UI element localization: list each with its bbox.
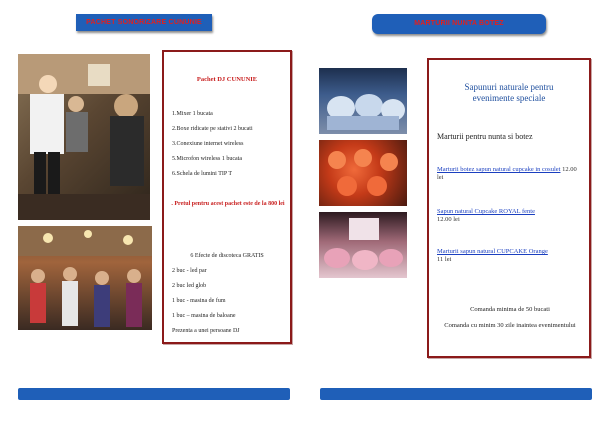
- dj-package-heading: Pachet DJ CUNUNIE: [196, 76, 258, 83]
- product-cupcake-orange-link[interactable]: Marturii sapun natural CUPCAKE Orange: [437, 248, 548, 255]
- product-royal-fente-price: 12.00 lei: [437, 216, 460, 223]
- right-page: [302, 0, 600, 424]
- soap-box-heading: Sapunuri naturale pentru evenimente speciale: [464, 82, 554, 103]
- effect-item-4: 1 buc – masina de baloane: [172, 313, 236, 319]
- dj-item-3: 3.Conexiune internet wireless: [172, 141, 244, 147]
- effect-item-2: 2 buc led glob: [172, 283, 207, 289]
- product-cupcake-basket-link[interactable]: Marturii botez sapun natural cupcake in cosulet: [437, 166, 561, 173]
- product-cupcake-basket-price: 12.00 lei: [437, 166, 577, 181]
- pink-cupcake-soap-photo: [319, 212, 407, 278]
- left-page: [0, 0, 298, 424]
- order-lead-time: Comanda cu minim 30 zile inaintea evenimentului: [444, 322, 576, 329]
- dj-package-price: . Pretul pentru acest pachet este de la 800 lei: [171, 201, 285, 207]
- dj-item-2: 2.Boxe ridicate pe stativi 2 bucati: [172, 126, 253, 132]
- dj-package-box: [162, 50, 292, 344]
- left-page-title: PACHET SONORIZARE CUNUNIE: [76, 14, 212, 31]
- minimum-order: Comanda minima de 50 bucati: [470, 306, 550, 313]
- effect-item-3: 1 buc - masina de fum: [172, 298, 226, 304]
- dj-item-1: 1.Mixer 1 bucata: [172, 111, 213, 117]
- left-footer-bar: [18, 388, 290, 400]
- dj-party-photo: [18, 54, 150, 220]
- product-cupcake-basket[interactable]: [437, 166, 583, 182]
- soap-favors-box: [427, 58, 591, 358]
- effect-item-1: 2 buc - led par: [172, 268, 207, 274]
- right-page-title: MARTURII NUNTA BOTEZ: [372, 14, 546, 34]
- product-royal-fente[interactable]: [437, 208, 583, 224]
- product-cupcake-orange-price: 11 lei: [437, 256, 452, 263]
- effect-item-5: Prezenta a unei persoane DJ: [172, 328, 240, 334]
- dance-floor-photo: [18, 226, 152, 330]
- product-royal-fente-link[interactable]: Sapun natural Cupcake ROYAL fente: [437, 208, 535, 215]
- blue-cupcake-soap-photo: [319, 68, 407, 134]
- product-cupcake-orange[interactable]: [437, 248, 583, 264]
- orange-cupcake-soap-photo: [319, 140, 407, 206]
- dj-item-5: 6.Schela de lumini TIP T: [172, 171, 233, 177]
- dj-item-4: 5.Microfon wireless 1 bucata: [172, 156, 242, 162]
- soap-box-subheading: Marturii pentru nunta si botez: [437, 132, 533, 141]
- right-footer-bar: [320, 388, 592, 400]
- effects-heading: 6 Efecte de discoteca GRATIS: [190, 253, 264, 259]
